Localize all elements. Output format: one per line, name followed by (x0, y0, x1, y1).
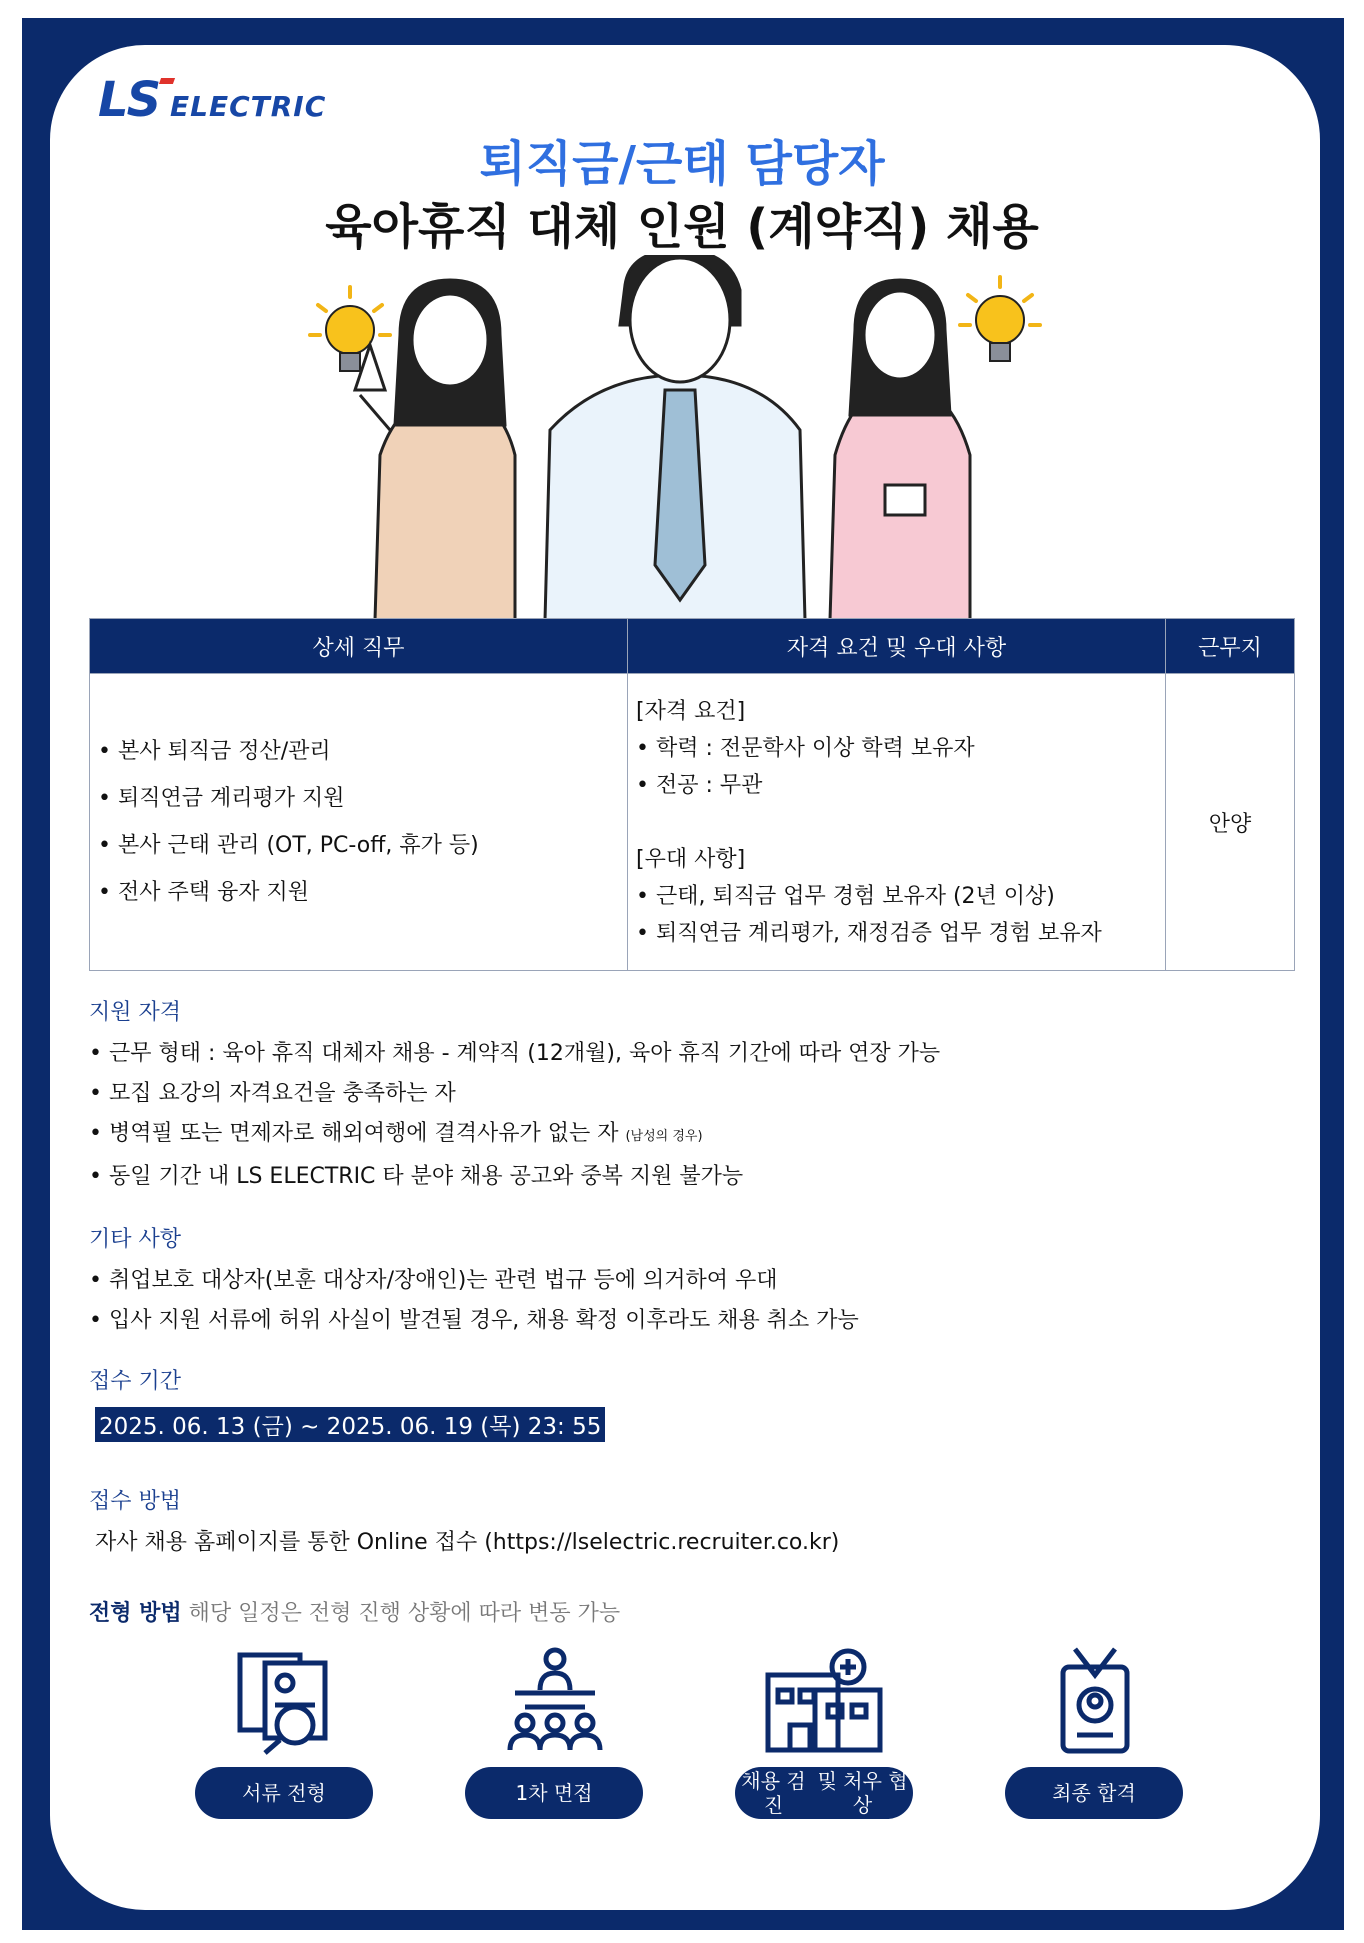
duty-item: • 전사 주택 융자 지원 (98, 880, 309, 905)
spacer (636, 804, 1157, 841)
eligibility-section (89, 995, 940, 1197)
eligibility-item: • 모집 요강의 자격요건을 충족하는 자 (89, 1081, 456, 1106)
document-review-icon (225, 1645, 345, 1755)
method-section (89, 1484, 839, 1563)
lightbulb-icon-left (310, 287, 390, 371)
interview-icon (495, 1645, 615, 1755)
preferred-heading: [우대 사항] (636, 846, 746, 872)
job-details-table (89, 618, 1295, 971)
lightbulb-icon-right (960, 277, 1040, 361)
process-note: 해당 일정은 전형 진행 상황에 따라 변동 가능 (188, 1601, 621, 1626)
table-row (90, 674, 1295, 971)
duties-cell (90, 674, 628, 971)
header-duties: 상세 직무 (90, 619, 628, 674)
requirement-item: • 전공 : 무관 (636, 772, 763, 798)
hospital-icon (760, 1645, 890, 1755)
other-item: • 입사 지원 서류에 허위 사실이 발견될 경우, 채용 확정 이후라도 채용 취소 가능 (89, 1308, 859, 1333)
requirements-heading: [자격 요건] (636, 698, 746, 724)
process-heading: 전형 방법 (89, 1601, 182, 1626)
other-heading: 기타 사항 (89, 1227, 182, 1252)
table-header-row (90, 619, 1295, 674)
duty-item: • 본사 근태 관리 (OT, PC-off, 휴가 등) (98, 833, 479, 858)
step-interview (465, 1645, 645, 1805)
header-location: 근무지 (1166, 619, 1295, 674)
other-item: • 취업보호 대상자(보훈 대상자/장애인)는 관련 법규 등에 의거하여 우대 (89, 1268, 778, 1293)
method-value: 자사 채용 홈페이지를 통한 Online 접수 (https://lselectric.recruiter.co.kr) (95, 1530, 840, 1555)
title-position: 퇴직금/근태 담당자 (479, 136, 885, 192)
step-label: 채용 검진 및 처우 협상 (735, 1767, 913, 1819)
step-medical (735, 1645, 915, 1817)
duty-item: • 본사 퇴직금 정산/관리 (98, 739, 331, 764)
period-heading: 접수 기간 (89, 1369, 182, 1394)
id-badge-icon (1035, 1645, 1155, 1755)
other-section (89, 1222, 859, 1341)
preferred-item: • 퇴직연금 계리평가, 재정검증 업무 경험 보유자 (636, 920, 1102, 946)
eligibility-item: • 근무 형태 : 육아 휴직 대체자 채용 - 계약직 (12개월), 육아 휴직 기간에 따라 연장 가능 (89, 1041, 941, 1066)
eligibility-item: • 동일 기간 내 LS ELECTRIC 타 분야 채용 공고와 중복 지원 불가능 (89, 1164, 744, 1189)
preferred-item: • 근태, 퇴직금 업무 경험 보유자 (2년 이상) (636, 883, 1055, 909)
military-note: (남성의 경우) (625, 1129, 703, 1144)
office-workers-illustration (300, 255, 1060, 620)
process-steps (195, 1645, 1195, 1825)
method-heading: 접수 방법 (89, 1489, 182, 1514)
period-value: 2025. 06. 13 (금) ~ 2025. 06. 19 (목) 23: 55 (95, 1407, 605, 1442)
step-final (1005, 1645, 1185, 1805)
ls-electric-logo: LS ELECTRIC (98, 72, 327, 128)
requirement-item: • 학력 : 전문학사 이상 학력 보유자 (636, 735, 975, 761)
header-requirements: 자격 요건 및 우대 사항 (628, 619, 1166, 674)
period-section (89, 1364, 605, 1442)
step-label: 서류 전형 (195, 1767, 373, 1819)
duty-item: • 퇴직연금 계리평가 지원 (98, 786, 345, 811)
requirements-cell (628, 674, 1166, 971)
eligibility-heading: 지원 자격 (89, 1000, 182, 1025)
step-document (195, 1645, 375, 1805)
eligibility-item: • 병역필 또는 면제자로 해외여행에 결격사유가 없는 자 (남성의 경우) (89, 1121, 703, 1146)
location-cell: 안양 (1166, 674, 1295, 971)
process-section (89, 1596, 620, 1627)
step-label: 1차 면접 (465, 1767, 643, 1819)
title-recruitment: 육아휴직 대체 인원 (계약직) 채용 (325, 199, 1039, 255)
step-label: 최종 합격 (1005, 1767, 1183, 1819)
